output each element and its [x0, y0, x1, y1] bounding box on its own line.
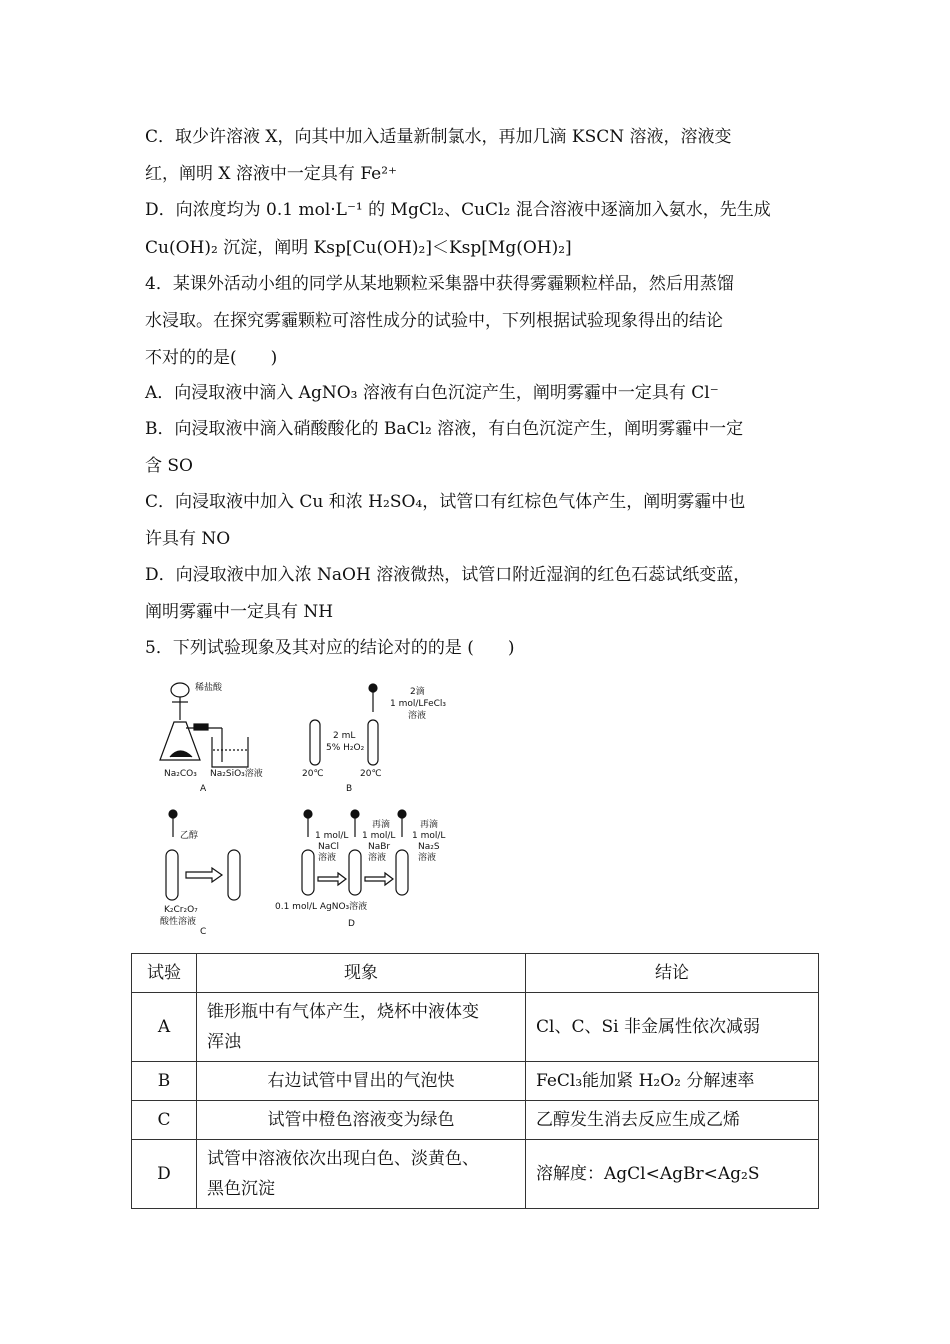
q4-option-d-line2: 阐明雾霾中一定具有 NH — [145, 602, 334, 622]
fig-a-caption: A — [200, 784, 207, 794]
fig-b-caption: B — [346, 784, 353, 794]
row-conclusion: Cl、C、Si 非金属性依次减弱 — [526, 993, 819, 1062]
row-conclusion: FeCl₃能加紧 H₂O₂ 分解速率 — [526, 1062, 819, 1101]
row-id: C — [132, 1101, 197, 1140]
fig-a-label2: Na₂CO₃ — [164, 769, 197, 779]
row-phenomenon: 右边试管中冒出的气泡快 — [197, 1062, 526, 1101]
table-row — [132, 1062, 819, 1101]
fig-b-label4: 2 mL — [333, 731, 356, 741]
row-phenomenon: 试管中橙色溶液变为绿色 — [197, 1101, 526, 1140]
fig-d-label1: 1 mol/L — [315, 831, 349, 841]
fig-c-label2: K₂Cr₂O₇ — [164, 905, 198, 915]
fig-b-label5: 5% H₂O₂ — [326, 743, 365, 753]
fig-d-caption: D — [348, 919, 355, 929]
fig-d-label2: NaCl — [318, 842, 340, 852]
fig-b-temp-left: 20℃ — [302, 769, 324, 779]
fig-b-label3: 溶液 — [408, 711, 427, 721]
fig-b-temp-right: 20℃ — [360, 769, 382, 779]
header-cell: 现象 — [197, 954, 526, 993]
fig-a-label3: Na₂SiO₃溶液 — [210, 769, 263, 779]
fig-c-label3: 酸性溶液 — [160, 917, 197, 927]
q4-option-d-line1: D．向浸取液中加入浓 NaOH 溶液微热，试管口附近湿润的红色石蕊试纸变蓝， — [145, 565, 751, 585]
table-row — [132, 993, 819, 1062]
fig-d-label7: 溶液 — [368, 853, 387, 863]
q3-option-d-line2: Cu(OH)₂ 沉淀，阐明 Ksp[Cu(OH)₂]＜Ksp[Mg(OH)₂] — [145, 238, 572, 258]
fig-a-label1: 稀盐酸 — [195, 683, 223, 693]
q4-option-a: A．向浸取液中滴入 AgNO₃ 溶液有白色沉淀产生，阐明雾霾中一定具有 Cl⁻ — [145, 383, 719, 403]
fig-c-caption: C — [200, 927, 207, 937]
q3-option-c-line2: 红，阐明 X 溶液中一定具有 Fe²⁺ — [145, 164, 398, 184]
q4-option-b-line1: B．向浸取液中滴入硝酸酸化的 BaCl₂ 溶液，有白色沉淀产生，阐明雾霾中一定 — [145, 419, 744, 439]
table-row — [132, 1101, 819, 1140]
fig-d-label5: 1 mol/L — [362, 831, 396, 841]
apparatus-figure — [150, 672, 480, 937]
fig-d-label9: 1 mol/L — [412, 831, 446, 841]
row-conclusion: 乙醇发生消去反应生成乙烯 — [526, 1101, 819, 1140]
fig-d-label6: NaBr — [368, 842, 391, 852]
q4-stem-line1: 4．某课外活动小组的同学从某地颗粒采集器中获得雾霾颗粒样品，然后用蒸馏 — [145, 274, 734, 294]
experiment-table — [131, 953, 819, 1209]
fig-d-label8: 再滴 — [420, 820, 439, 830]
row-id: D — [132, 1140, 197, 1209]
q4-option-b-line2: 含 SO — [145, 456, 193, 476]
row-phenomenon: 试管中溶液依次出现白色、淡黄色、 黑色沉淀 — [197, 1140, 526, 1209]
q4-option-c-line2: 许具有 NO — [145, 529, 231, 549]
row-phenomenon: 锥形瓶中有气体产生，烧杯中液体变 浑浊 — [197, 993, 526, 1062]
fig-d-label10: Na₂S — [418, 842, 440, 852]
row-id: B — [132, 1062, 197, 1101]
fig-d-label4: 再滴 — [372, 820, 391, 830]
q3-option-d-line1: D．向浓度均为 0.1 mol·L⁻¹ 的 MgCl₂、CuCl₂ 混合溶液中逐滴加入氨水，先生成 — [145, 200, 771, 220]
row-conclusion: 溶解度：AgCl<AgBr<Ag₂S — [526, 1140, 819, 1209]
q4-stem-line3: 不对的的是( ) — [145, 348, 278, 368]
q4-option-c-line1: C．向浸取液中加入 Cu 和浓 H₂SO₄，试管口有红棕色气体产生，阐明雾霾中也 — [145, 492, 746, 512]
table-row — [132, 1140, 819, 1209]
q5-stem: 5．下列试验现象及其对应的结论对的的是 ( ) — [145, 638, 515, 658]
row-id: A — [132, 993, 197, 1062]
fig-b-label2: 1 mol/LFeCl₃ — [390, 699, 447, 709]
header-cell: 试验 — [132, 954, 197, 993]
fig-d-label11: 溶液 — [418, 853, 437, 863]
fig-d-label3: 溶液 — [318, 853, 337, 863]
table-header-row — [132, 954, 819, 993]
header-cell: 结论 — [526, 954, 819, 993]
q4-stem-line2: 水浸取。在探究雾霾颗粒可溶性成分的试验中，下列根据试验现象得出的结论 — [145, 311, 723, 331]
fig-b-label1: 2滴 — [410, 687, 425, 697]
q3-option-c-line1: C．取少许溶液 X，向其中加入适量新制氯水，再加几滴 KSCN 溶液，溶液变 — [145, 127, 732, 147]
fig-d-bottom: 0.1 mol/L AgNO₃溶液 — [275, 902, 368, 912]
fig-c-label1: 乙醇 — [180, 831, 199, 841]
